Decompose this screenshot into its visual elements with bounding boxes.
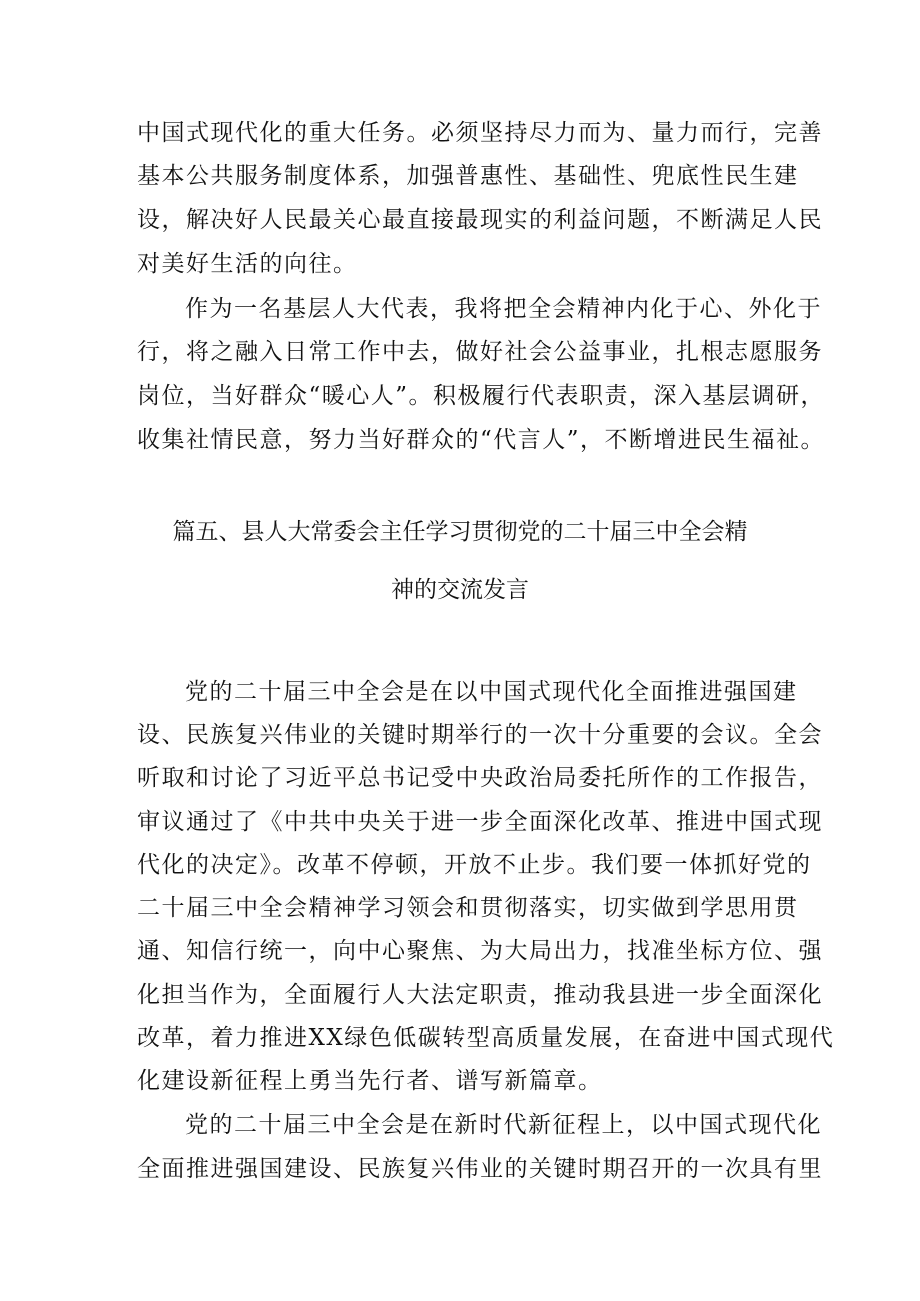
text-line: 通、知信行统一，向中心聚焦、为大局出力，找准坐标方位、强 xyxy=(137,938,823,964)
text-line: 二十届三中全会精神学习领会和贯彻落实，切实做到学思用贯 xyxy=(137,895,799,921)
heading-line: 神的交流发言 xyxy=(391,577,529,603)
text-line: 代化的决定》。改革不停顿，开放不止步。我们要一体抓好党的 xyxy=(137,852,812,878)
text-line: 化建设新征程上勇当先行者、谱写新篇章。 xyxy=(137,1068,603,1094)
text-line: 岗位，当好群众“暖心人”。积极履行代表职责，深入基层调研， xyxy=(137,383,826,409)
text-line: 全面推进强国建设、民族复兴伟业的关键时期召开的一次具有里 xyxy=(137,1156,823,1182)
heading-line: 篇五、县人大常委会主任学习贯彻党的二十届三中全会精 xyxy=(172,519,748,545)
text-line: 听取和讨论了习近平总书记受中央政治局委托所作的工作报告， xyxy=(137,765,823,791)
text-line: 党的二十届三中全会是在以中国式现代化全面推进强国建 xyxy=(185,679,798,705)
text-line: 化担当作为，全面履行人大法定职责，推动我县进一步全面深化 xyxy=(137,982,823,1008)
text-line: 作为一名基层人大代表，我将把全会精神内化于心、外化于 xyxy=(185,296,822,322)
text-line: 基本公共服务制度体系，加强普惠性、基础性、兜底性民生建 xyxy=(137,163,799,189)
text-line: 行，将之融入日常工作中去，做好社会公益事业，扎根志愿服务 xyxy=(137,339,823,365)
text-line: 中国式现代化的重大任务。必须坚持尽力而为、量力而行，完善 xyxy=(137,120,823,146)
text-line: 设，解决好人民最关心最直接最现实的利益问题，不断满足人民 xyxy=(137,207,823,233)
text-line: 收集社情民意，努力当好群众的“代言人”，不断增进民生福祉。 xyxy=(137,427,826,453)
text-line: 对美好生活的向往。 xyxy=(137,251,358,277)
text-line: 党的二十届三中全会是在新时代新征程上，以中国式现代化 xyxy=(185,1112,822,1138)
text-line: 审议通过了《中共中央关于进一步全面深化改革、推进中国式现 xyxy=(137,809,823,835)
text-line: 改革，着力推进XX绿色低碳转型高质量发展，在奋进中国式现代 xyxy=(137,1025,835,1051)
text-line: 设、民族复兴伟业的关键时期举行的一次十分重要的会议。全会 xyxy=(137,722,823,748)
